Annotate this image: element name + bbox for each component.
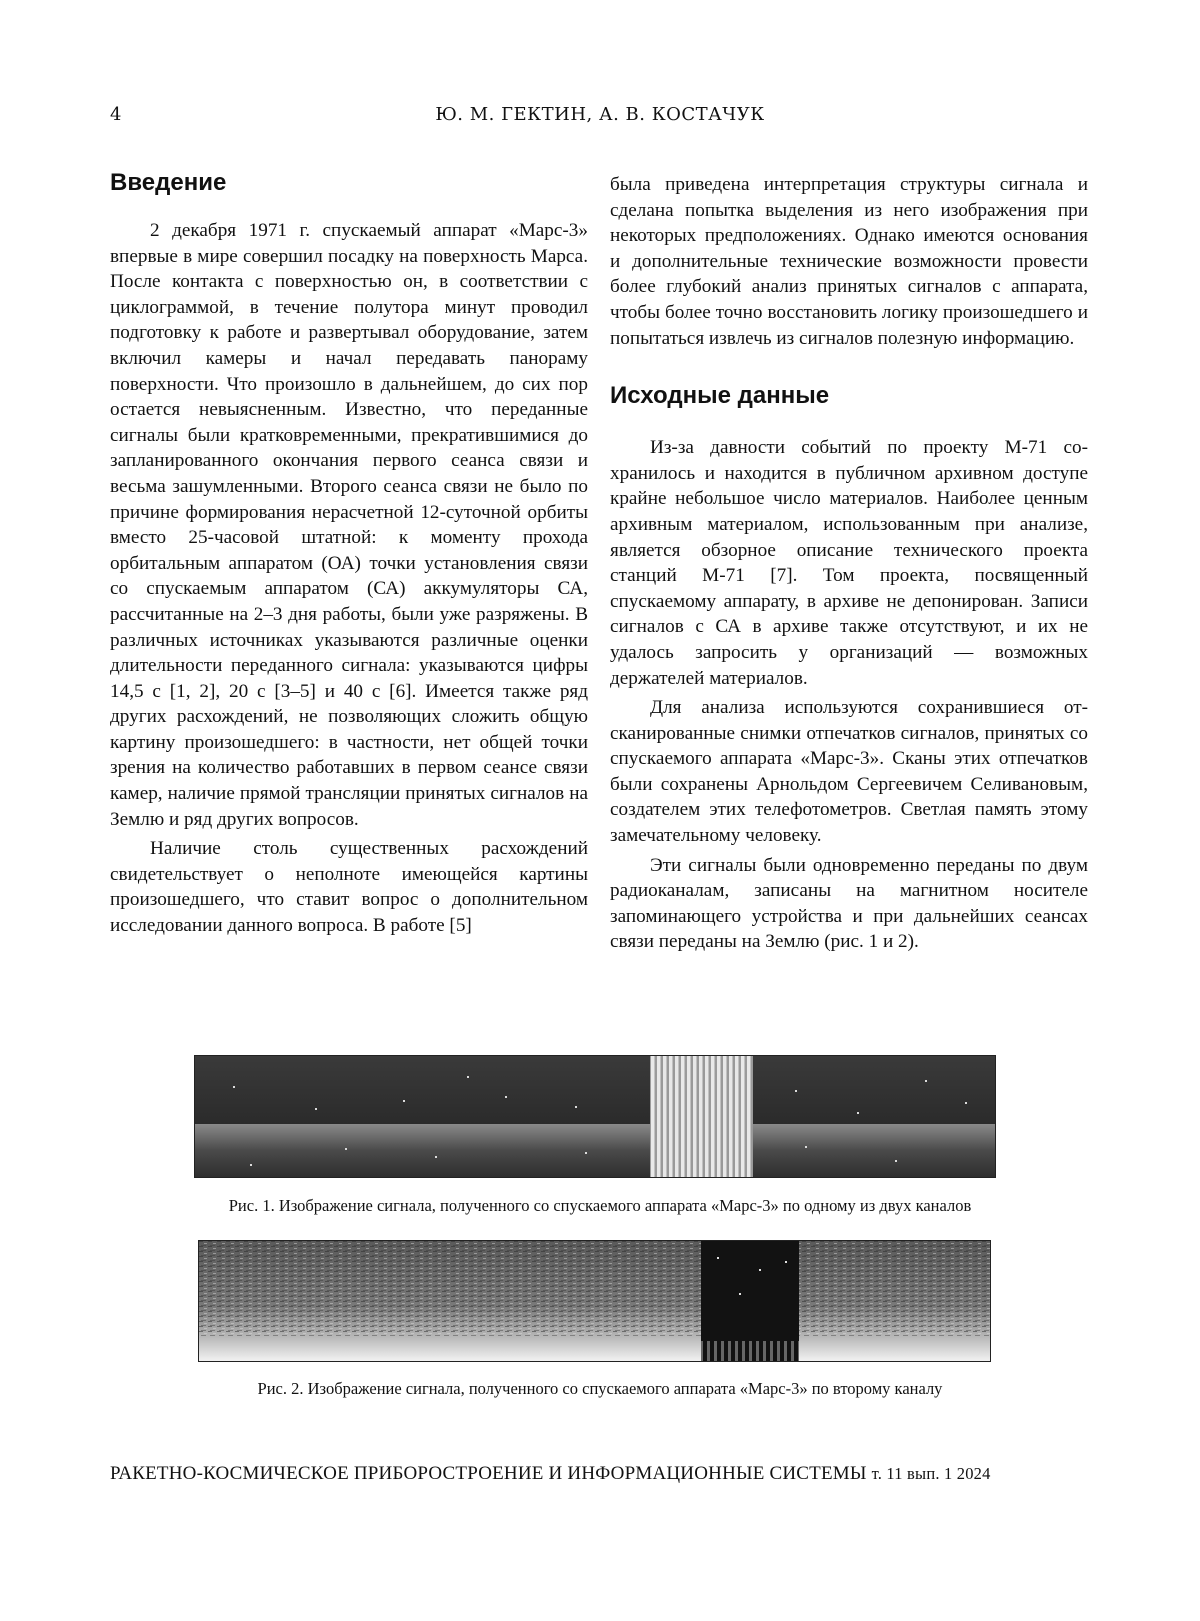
- journal-issue: т. 11 вып. 1 2024: [871, 1464, 991, 1483]
- figure-2-caption: Рис. 2. Изображение сигнала, полученного со спускаемого аппарата «Марс-3» по второму каналу: [257, 1379, 943, 1398]
- journal-footer: [110, 1463, 991, 1485]
- intro-heading: Введение: [110, 169, 227, 196]
- source-data-paragraph: Из-за давности событий по проекту М-71 сохранилось и находится в публичном архивном доступе крайне небольшое число материалов. Наиболее ценным архивным материалом, использованным при анализе, является обзорное описание технического проекта станций М-71 [7]. Том проекта, посвященный спускаемому аппарату, в архиве не депонирован. Записи сигналов с СА в архиве также отсутствуют, и их не удалось запросить у организаций — возможных держателей материалов.: [610, 437, 1088, 689]
- figure-1-signal-image: [194, 1055, 996, 1178]
- intro-paragraph: Наличие столь существенных расхождений свидетельствует о неполноте имеющейся картины произошедшего, что ставит вопрос о дополнительном исследовании данного вопроса. В работе [5]: [110, 838, 588, 937]
- right-column: [610, 172, 1088, 955]
- intro-paragraph: 2 декабря 1971 г. спускаемый аппарат «Марс-3» впервые в мире совершил посадку на поверхность Марса. После контакта с поверхностью он, в соответствии с циклограммой, в течение полутора минут проводил подготовку к работе и развертывал оборудование, затем включил камеры и начал передавать панораму поверхности. Что произошло в дальнейшем, до сих пор остается невыясненным. Известно, что переданные сигналы были кратковременными, прекратившимися до запланированного окончания первого сеанса связи и весьма зашумленными. Второго сеанса связи не было по причине формирования нерасчетной 12-суточной орбиты вместо 25-часовой штатной: к моменту прохода орбитальным аппаратом (ОА) точки установления связи со спускаемым аппаратом (СА) аккумуляторы СА, рассчитанные на 2–3 дня работы, были уже разряжены. В различных источниках указываются различные оценки длительности переданного сигнала: указываются цифры 14,5 с [1, 2], 20 с [3–5] и 40 с [6]. Имеется также ряд других расхождений, не позволяющих сложить общую картину произошедшего: в частности, нет общей точки зрения на количество работавших в первом сеансе связи камер, наличие прямой трансляции принятых сигналов на Землю и ряд других вопросов.: [110, 220, 588, 830]
- source-data-paragraph: Для анализа используются сохранившиеся отсканированные снимки отпечатков сигналов, принятых со спускаемого аппарата «Марс-3». Сканы этих отпечатков были сохранены Арнольдом Сергеевичем Селивановым, создателем этих телефотометров. Светлая память этому замечательному человеку.: [610, 697, 1088, 847]
- intro-continued-paragraph: была приведена интерпретация структуры сигнала и сделана попытка выделения из него изображения при некоторых предположениях. Однако имеются основания и дополнительные технические возможности провести более глубокий анализ принятых сигналов с аппарата, чтобы более точно восстановить логику произошедшего и попытаться извлечь из сигналов полезную информацию.: [610, 174, 1088, 349]
- left-column: [110, 160, 588, 939]
- source-data-heading: Исходные данные: [610, 382, 830, 410]
- figure-1-caption: Рис. 1. Изображение сигнала, полученного со спускаемого аппарата «Марс-3» по одному из двух каналов: [228, 1196, 972, 1215]
- page-number: 4: [110, 104, 122, 125]
- journal-title: РАКЕТНО-КОСМИЧЕСКОЕ ПРИБОРОСТРОЕНИЕ И ИНФОРМАЦИОННЫЕ СИСТЕМЫ: [110, 1463, 867, 1484]
- source-data-paragraph: Эти сигналы были одновременно переданы по двум радиоканалам, записаны на магнитном носителе запоминающего устройства и при дальнейших сеансах связи переданы на Землю (рис. 1 и 2).: [610, 854, 1088, 953]
- figure-2-signal-image: [198, 1240, 991, 1362]
- running-head: Ю. М. ГЕКТИН, А. В. КОСТАЧУК: [435, 104, 765, 125]
